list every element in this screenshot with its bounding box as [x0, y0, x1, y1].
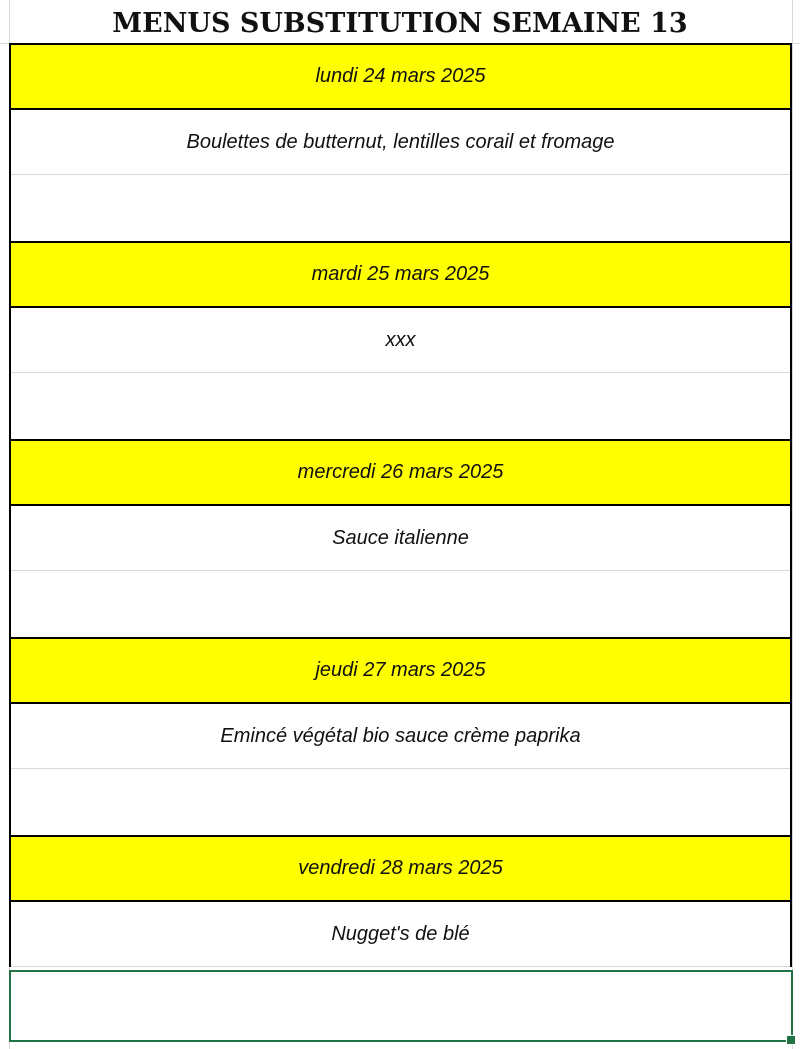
empty-cell[interactable]: [11, 373, 790, 439]
fill-handle[interactable]: [786, 1035, 796, 1045]
page-title[interactable]: MENUS SUBSTITUTION SEMAINE 13: [112, 8, 688, 39]
dish-cell-wednesday[interactable]: Sauce italienne: [11, 506, 790, 571]
empty-cell[interactable]: [11, 571, 790, 637]
menu-table: [9, 43, 792, 967]
date-cell-monday[interactable]: lundi 24 mars 2025: [11, 43, 790, 110]
date-cell-thursday[interactable]: jeudi 27 mars 2025: [11, 637, 790, 704]
dish-cell-thursday[interactable]: Emincé végétal bio sauce crème paprika: [11, 704, 790, 769]
date-cell-wednesday[interactable]: mercredi 26 mars 2025: [11, 439, 790, 506]
dish-cell-friday[interactable]: Nugget's de blé: [11, 902, 790, 967]
dish-cell-tuesday[interactable]: xxx: [11, 308, 790, 373]
date-cell-tuesday[interactable]: mardi 25 mars 2025: [11, 241, 790, 308]
selected-cell[interactable]: [9, 970, 793, 1042]
dish-cell-monday[interactable]: Boulettes de butternut, lentilles corail et fromage: [11, 110, 790, 175]
date-cell-friday[interactable]: vendredi 28 mars 2025: [11, 835, 790, 902]
gridline: [792, 0, 793, 1049]
empty-cell[interactable]: [11, 769, 790, 835]
empty-cell[interactable]: [11, 175, 790, 241]
